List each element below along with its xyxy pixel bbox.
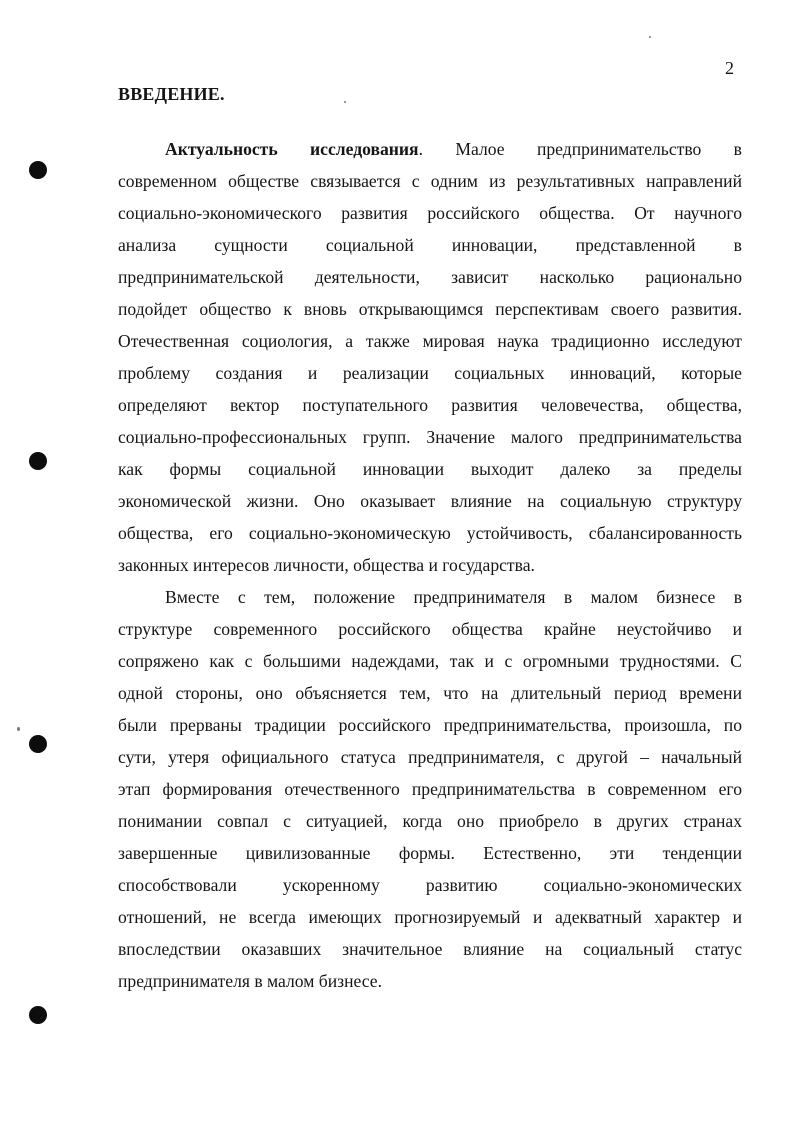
lead-term: Актуальность исследования	[165, 139, 419, 159]
paragraph-line: подойдет общество к вновь открывающимся перспективам своего развития.	[118, 299, 742, 319]
paragraph-line: экономической жизни. Оно оказывает влияние на социальную структуру	[118, 491, 742, 511]
paragraph-line: современном обществе связывается с одним из результативных направлений	[118, 171, 742, 191]
paragraph-line: предпринимательской деятельности, зависит насколько рационально	[118, 267, 742, 287]
paragraph-line: сути, утеря официального статуса предпринимателя, с другой – начальный	[118, 747, 742, 767]
paragraph-line: завершенные цивилизованные формы. Естественно, эти тенденции	[118, 843, 742, 863]
paragraph-2-first-line: Вместе с тем, положение предпринимателя в малом бизнесе в	[165, 587, 742, 607]
scan-speck	[649, 36, 651, 38]
paragraph-line: анализа сущности социальной инновации, представленной в	[118, 235, 742, 255]
binder-hole	[29, 1006, 47, 1024]
paragraph-last-line: предпринимателя в малом бизнесе.	[118, 971, 383, 991]
paragraph-line: отношений, не всегда имеющих прогнозируемый и адекватный характер и	[118, 907, 742, 927]
paragraph-line: одной стороны, оно объясняется тем, что на длительный период времени	[118, 683, 742, 703]
paragraph-line: как формы социальной инновации выходит далеко за пределы	[118, 459, 742, 479]
paragraph-line: впоследствии оказавших значительное влияние на социальный статус	[118, 939, 742, 959]
lead-rest: . Малое предпринимательство в	[418, 139, 742, 159]
scan-speck	[17, 727, 20, 731]
paragraph-line: способствовали ускоренному развитию социально-экономических	[118, 875, 742, 895]
paragraph-line: сопряжено как с большими надеждами, так и с огромными трудностями. С	[118, 651, 742, 671]
paragraph-line: понимании совпал с ситуацией, когда оно приобрело в других странах	[118, 811, 742, 831]
paragraph-line: были прерваны традиции российского предпринимательства, произошла, по	[118, 715, 742, 735]
scan-speck	[344, 101, 346, 103]
binder-hole	[29, 735, 47, 753]
page-number: 2	[725, 58, 734, 78]
paragraph-line: этап формирования отечественного предпринимательства в современном его	[118, 779, 742, 799]
paragraph-1-first-line	[165, 139, 742, 159]
binder-hole	[29, 452, 47, 470]
paragraph-line: структуре современного российского общества крайне неустойчиво и	[118, 619, 742, 639]
paragraph-line: общества, его социально-экономическую устойчивость, сбалансированность	[118, 523, 742, 543]
paragraph-line: социально-экономического развития российского общества. От научного	[118, 203, 742, 223]
paragraph-line: социально-профессиональных групп. Значение малого предпринимательства	[118, 427, 742, 447]
binder-hole	[29, 161, 47, 179]
section-heading: ВВЕДЕНИЕ.	[118, 84, 225, 104]
paragraph-line: Отечественная социология, а также мировая наука традиционно исследуют	[118, 331, 742, 351]
paragraph-last-line: законных интересов личности, общества и государства.	[118, 555, 535, 575]
paragraph-line: проблему создания и реализации социальных инноваций, которые	[118, 363, 742, 383]
paragraph-line: определяют вектор поступательного развития человечества, общества,	[118, 395, 742, 415]
